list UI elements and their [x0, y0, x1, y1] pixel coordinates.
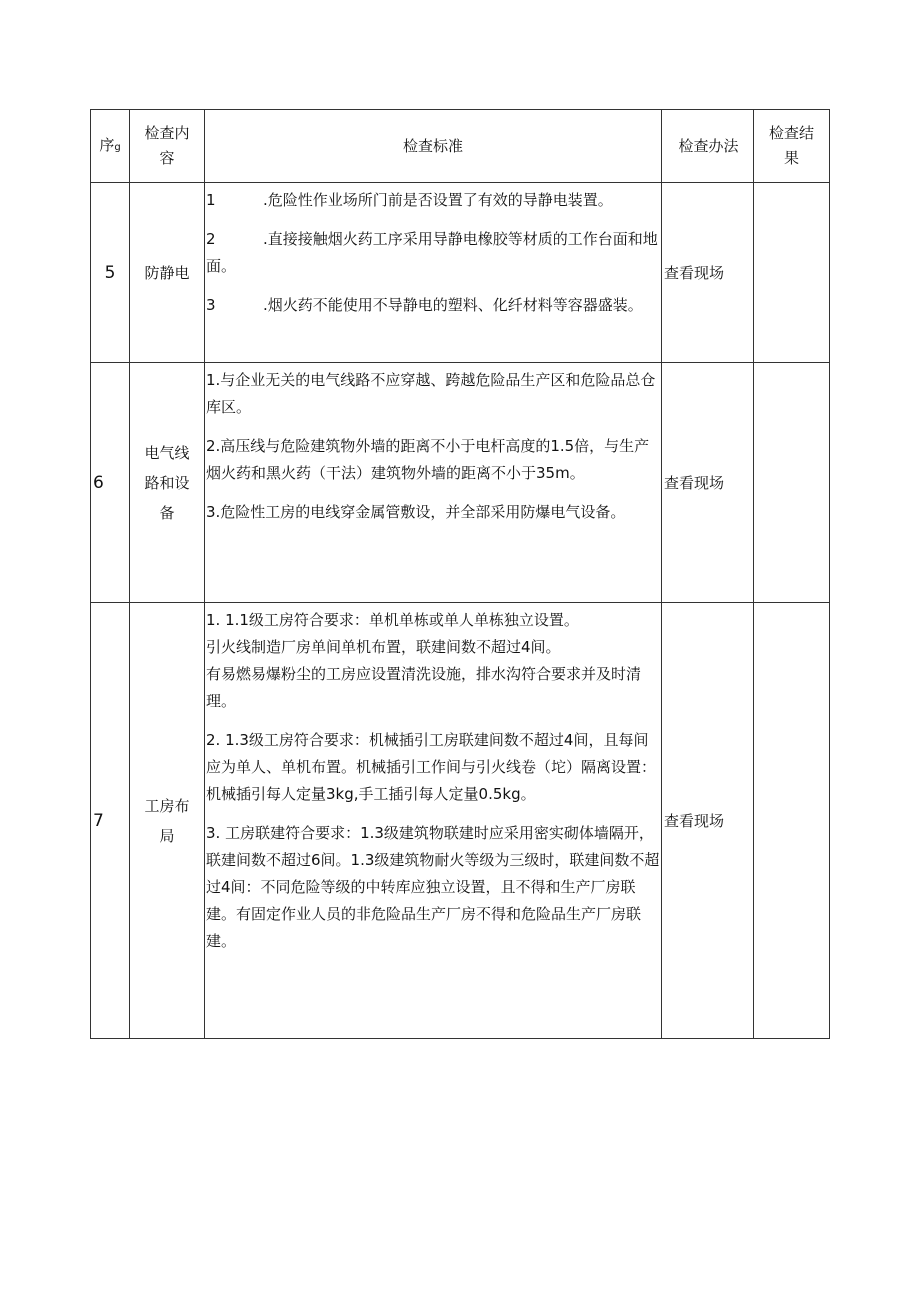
table-row — [91, 183, 830, 363]
header-row — [91, 110, 830, 183]
standard-item: 1. 1.1级工房符合要求：单机单栋或单人单栋独立设置。 — [206, 611, 579, 629]
standard-item: 3.危险性工房的电线穿金属管敷设，并全部采用防爆电气设备。 — [206, 503, 626, 521]
header-item — [130, 110, 205, 183]
row-method: 查看现场 — [662, 183, 754, 363]
header-seq — [91, 110, 130, 183]
header-seq-text: 序 — [99, 135, 115, 154]
standard-item: 2. 1.3级工房符合要求：机械插引工房联建间数不超过4间，且每间应为单人、单机布置。机械插引工作间与引火线卷（坨）隔离设置：机械插引每人定量3kg,手工插引每人定量0.5kg。 — [206, 731, 657, 803]
standard-item: 引火线制造厂房单间单机布置，联建间数不超过4间。 — [206, 638, 561, 656]
row-method: 查看现场 — [662, 363, 754, 603]
header-seq-suffix: g — [114, 141, 121, 153]
inspection-table — [90, 109, 830, 1039]
header-item-line2: 容 — [159, 149, 175, 167]
row-seq: 5 — [91, 183, 130, 363]
standard-item: 2.高压线与危险建筑物外墙的距离不小于电杆高度的1.5倍，与生产烟火药和黑火药（干法）建筑物外墙的距离不小于35m。 — [206, 437, 650, 482]
row-standards — [205, 363, 662, 603]
standard-item: 1.与企业无关的电气线路不应穿越、跨越危险品生产区和危险品总仓库区。 — [206, 371, 656, 416]
row-result — [754, 603, 830, 1039]
row-result — [754, 363, 830, 603]
standard-item: 3 .烟火药不能使用不导静电的塑料、化纤材料等容器盛装。 — [206, 296, 643, 314]
standard-item: 2 .直接接触烟火药工序采用导静电橡胶等材质的工作台面和地面。 — [206, 230, 658, 275]
table-row — [91, 363, 830, 603]
header-result — [754, 110, 830, 183]
row-standards — [205, 603, 662, 1039]
header-method: 检查办法 — [662, 110, 754, 183]
table-row — [91, 603, 830, 1039]
row-item: 工房布 局 — [130, 603, 205, 1039]
standard-item: 3. 工房联建符合要求：1.3级建筑物联建时应采用密实砌体墙隔开，联建间数不超过6间。1.3级建筑物耐火等级为三级时，联建间数不超过4间：不同危险等级的中转库应独立设置，且不得和生产厂房联建。有固定作业人员的非危险品生产厂房不得和危险品生产厂房联建。 — [206, 824, 660, 950]
row-standards — [205, 183, 662, 363]
row-seq: 6 — [91, 363, 130, 603]
row-item: 防静电 — [130, 183, 205, 363]
row-item: 电气线 路和设 备 — [130, 363, 205, 603]
standard-item: 有易燃易爆粉尘的工房应设置清洗设施，排水沟符合要求并及时清理。 — [206, 665, 642, 710]
standard-item: 1 .危险性作业场所门前是否设置了有效的导静电装置。 — [206, 191, 613, 209]
row-method: 查看现场 — [662, 603, 754, 1039]
header-item-line1: 检查内 — [144, 124, 190, 142]
header-result-line1: 检查结 — [768, 124, 814, 142]
row-result — [754, 183, 830, 363]
header-result-line2: 果 — [783, 149, 799, 167]
header-standard: 检查标准 — [205, 110, 662, 183]
row-seq: 7 — [91, 603, 130, 1039]
